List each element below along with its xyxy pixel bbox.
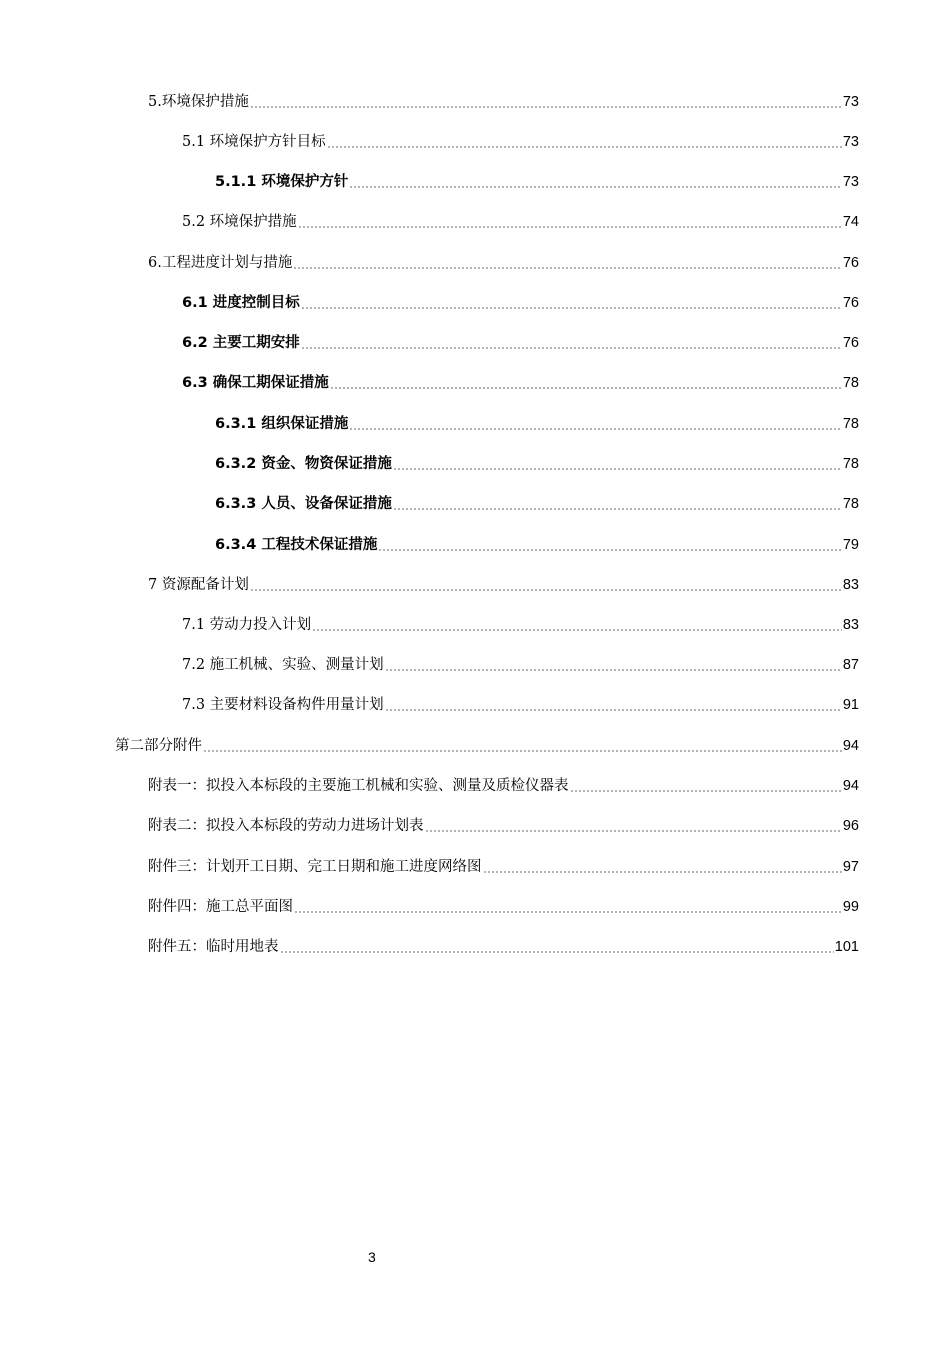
toc-entry-title: 第二部分附件	[115, 738, 202, 754]
toc-dot-leader	[312, 629, 842, 631]
toc-entry[interactable]	[148, 775, 859, 797]
toc-entry[interactable]	[148, 252, 859, 274]
toc-dot-leader	[570, 790, 842, 792]
toc-entry-page: 76	[842, 255, 859, 271]
toc-entry[interactable]	[148, 856, 859, 878]
toc-entry[interactable]	[182, 292, 859, 314]
toc-entry-title: 6.3.1 组织保证措施	[215, 416, 349, 432]
toc-entry-page: 78	[842, 456, 859, 472]
toc-entry[interactable]	[215, 171, 859, 193]
toc-entry-page: 76	[842, 295, 859, 311]
toc-dot-leader	[349, 428, 842, 430]
toc-dot-leader	[349, 186, 842, 188]
toc-entry-page: 87	[842, 657, 859, 673]
toc-entry-page: 91	[842, 697, 859, 713]
toc-entry-title: 6.2 主要工期安排	[182, 335, 300, 351]
toc-entry-page: 101	[834, 939, 859, 955]
toc-entry[interactable]	[182, 131, 859, 153]
page-number: 3	[368, 1249, 376, 1265]
toc-entry-page: 96	[842, 818, 859, 834]
toc-entry-title: 7.3 主要材料设备构件用量计划	[182, 697, 384, 713]
toc-dot-leader	[250, 589, 842, 591]
toc-entry-page: 74	[842, 214, 859, 230]
toc-entry-page: 94	[842, 778, 859, 794]
toc-entry[interactable]	[182, 211, 859, 233]
toc-dot-leader	[301, 307, 842, 309]
toc-entry-page: 83	[842, 617, 859, 633]
toc-entry-page: 73	[842, 174, 859, 190]
toc-entry[interactable]	[148, 91, 859, 113]
toc-dot-leader	[250, 106, 842, 108]
toc-entry[interactable]	[182, 614, 859, 636]
toc-entry-title: 附表一：拟投入本标段的主要施工机械和实验、测量及质检仪器表	[148, 778, 569, 794]
toc-entry[interactable]	[215, 534, 859, 556]
toc-entry[interactable]	[148, 574, 859, 596]
toc-dot-leader	[298, 226, 842, 228]
toc-entry-title: 附件四：施工总平面图	[148, 899, 293, 915]
toc-entry-page: 83	[842, 577, 859, 593]
toc-entry[interactable]	[148, 815, 859, 837]
toc-entry-title: 7.2 施工机械、实验、测量计划	[182, 657, 384, 673]
toc-entry-title: 5.2 环境保护措施	[182, 214, 297, 230]
toc-dot-leader	[425, 830, 842, 832]
toc-entry-title: 6.1 进度控制目标	[182, 295, 300, 311]
toc-dot-leader	[483, 871, 842, 873]
toc-entry-title: 5.1 环境保护方针目标	[182, 134, 326, 150]
toc-dot-leader	[301, 347, 842, 349]
toc-entry-page: 73	[842, 94, 859, 110]
toc-entry-title: 附表二：拟投入本标段的劳动力进场计划表	[148, 818, 424, 834]
toc-entry-title: 5.1.1 环境保护方针	[215, 174, 349, 190]
toc-entry[interactable]	[115, 735, 859, 757]
toc-entry[interactable]	[148, 896, 859, 918]
toc-dot-leader	[393, 508, 842, 510]
toc-entry[interactable]	[182, 372, 859, 394]
toc-entry[interactable]	[215, 453, 859, 475]
toc-entry-page: 76	[842, 335, 859, 351]
toc-dot-leader	[280, 951, 834, 953]
toc-dot-leader	[327, 146, 842, 148]
toc-dot-leader	[393, 468, 842, 470]
toc-entry-title: 附件五：临时用地表	[148, 939, 279, 955]
toc-entry-title: 7.1 劳动力投入计划	[182, 617, 312, 633]
toc-entry-page: 78	[842, 375, 859, 391]
toc-entry-page: 78	[842, 496, 859, 512]
toc-entry-title: 附件三：计划开工日期、完工日期和施工进度网络图	[148, 859, 482, 875]
toc-entry[interactable]	[182, 332, 859, 354]
toc-entry-page: 73	[842, 134, 859, 150]
toc-dot-leader	[378, 549, 842, 551]
toc-entry-page: 99	[842, 899, 859, 915]
toc-entry[interactable]	[148, 936, 859, 958]
toc-entry-page: 78	[842, 416, 859, 432]
toc-dot-leader	[330, 387, 842, 389]
toc-dot-leader	[203, 750, 842, 752]
toc-entry-title: 6.3.4 工程技术保证措施	[215, 537, 378, 553]
toc-dot-leader	[294, 911, 842, 913]
toc-entry-page: 79	[842, 537, 859, 553]
toc-entry-title: 7 资源配备计划	[148, 577, 249, 593]
toc-entry[interactable]	[215, 413, 859, 435]
toc-entry-title: 6.3.3 人员、设备保证措施	[215, 496, 392, 512]
toc-entry[interactable]	[182, 654, 859, 676]
toc-dot-leader	[293, 267, 842, 269]
toc-dot-leader	[385, 709, 842, 711]
toc-entry-title: 6.3 确保工期保证措施	[182, 375, 329, 391]
toc-entry-page: 94	[842, 738, 859, 754]
toc-dot-leader	[385, 669, 842, 671]
toc-entry-page: 97	[842, 859, 859, 875]
toc-entry-title: 6.3.2 资金、物资保证措施	[215, 456, 392, 472]
toc-entry-title: 5.环境保护措施	[148, 94, 249, 110]
toc-entry[interactable]	[215, 493, 859, 515]
toc-entry[interactable]	[182, 694, 859, 716]
toc-entry-title: 6.工程进度计划与措施	[148, 255, 293, 271]
